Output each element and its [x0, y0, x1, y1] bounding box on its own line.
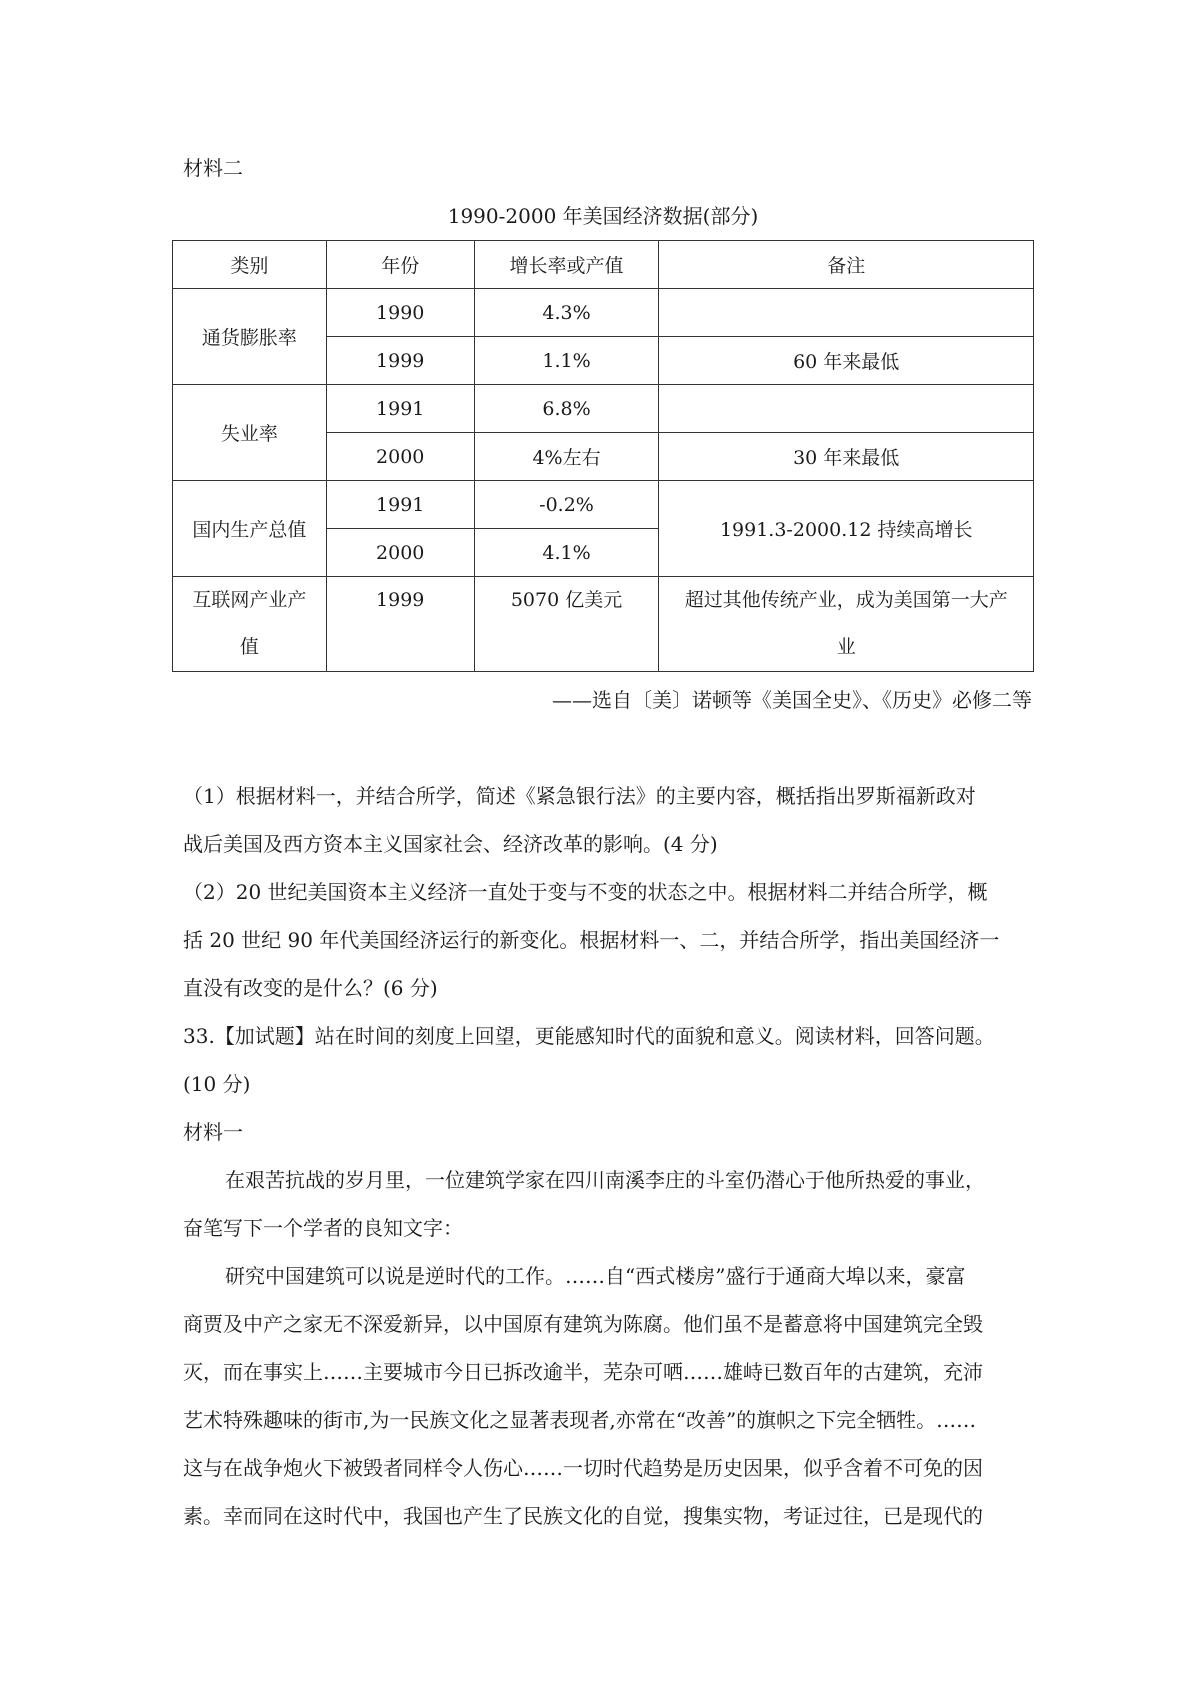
table-header-row — [173, 241, 1034, 289]
note-cell — [659, 577, 1034, 672]
category-line: 互联网产业产 — [192, 589, 307, 611]
table-row — [173, 289, 1034, 337]
year-cell: 1991 — [326, 481, 474, 529]
passage-line: 研究中国建筑可以说是逆时代的工作。……自“西式楼房”盛行于通商大埠以来，豪富 — [225, 1264, 966, 1288]
table-caption: 1990-2000 年美国经济数据(部分) — [447, 204, 759, 228]
category-cell: 通货膨胀率 — [173, 289, 327, 385]
question-2-line: 直没有改变的是什么？(6 分) — [183, 976, 438, 1000]
passage-line: 奋笔写下一个学者的良知文字： — [183, 1216, 463, 1240]
question-33-line: 33.【加试题】站在时间的刻度上回望，更能感知时代的面貌和意义。阅读材料，回答问题。 — [183, 1024, 995, 1048]
note-line: 超过其他传统产业，成为美国第一大产 — [684, 589, 1008, 611]
table-row — [173, 577, 1034, 672]
passage-line: 素。幸而同在这时代中，我国也产生了民族文化的自觉，搜集实物，考证过往，已是现代的 — [183, 1504, 983, 1528]
note-cell: 60 年来最低 — [659, 337, 1034, 385]
value-cell: 4.3% — [474, 289, 659, 337]
year-cell: 2000 — [326, 529, 474, 577]
question-1-line: 战后美国及西方资本主义国家社会、经济改革的影响。(4 分) — [183, 832, 718, 856]
value-text: 5070 亿美元 — [510, 589, 623, 611]
year-cell: 1990 — [326, 289, 474, 337]
passage-line: 这与在战争炮火下被毁者同样令人伤心……一切时代趋势是历史因果，似乎含着不可免的因 — [183, 1456, 983, 1480]
value-cell: 1.1% — [474, 337, 659, 385]
category-cell: 失业率 — [173, 385, 327, 481]
year-cell: 1991 — [326, 385, 474, 433]
question-33-line: (10 分) — [183, 1072, 251, 1096]
passage-line: 在艰苦抗战的岁月里，一位建筑学家在四川南溪李庄的斗室仍潜心于他所热爱的事业， — [225, 1168, 985, 1192]
note-cell — [659, 289, 1034, 337]
year-cell: 2000 — [326, 433, 474, 481]
year-cell — [326, 577, 474, 672]
question-1-line: （1）根据材料一，并结合所学，简述《紧急银行法》的主要内容，概括指出罗斯福新政对 — [183, 784, 976, 808]
passage-line: 商贾及中产之家无不深爱新异，以中国原有建筑为陈腐。他们虽不是蓄意将中国建筑完全毁 — [183, 1312, 983, 1336]
material-two-label: 材料二 — [183, 156, 243, 180]
category-cell — [173, 577, 327, 672]
value-cell: 6.8% — [474, 385, 659, 433]
note-cell: 1991.3-2000.12 持续高增长 — [659, 481, 1034, 577]
question-2-line: （2）20 世纪美国资本主义经济一直处于变与不变的状态之中。根据材料二并结合所学，概 — [183, 880, 988, 904]
header-year: 年份 — [326, 241, 474, 289]
passage-line: 灭，而在事实上……主要城市今日已拆改逾半，芜杂可哂……雄峙已数百年的古建筑，充沛 — [183, 1360, 983, 1384]
table-row — [173, 385, 1034, 433]
category-cell: 国内生产总值 — [173, 481, 327, 577]
year-cell: 1999 — [326, 337, 474, 385]
category-line: 值 — [239, 636, 259, 658]
material-one-label: 材料一 — [183, 1120, 243, 1144]
value-cell: 4%左右 — [474, 433, 659, 481]
year-text: 1999 — [376, 589, 425, 611]
header-note: 备注 — [659, 241, 1034, 289]
table-source: ——选自〔美〕诺顿等《美国全史》、《历史》必修二等 — [552, 688, 1032, 712]
value-cell: 4.1% — [474, 529, 659, 577]
header-category: 类别 — [173, 241, 327, 289]
table-row — [173, 481, 1034, 529]
value-cell — [474, 577, 659, 672]
note-cell: 30 年来最低 — [659, 433, 1034, 481]
header-value: 增长率或产值 — [474, 241, 659, 289]
note-cell — [659, 385, 1034, 433]
note-line: 业 — [836, 636, 856, 658]
economic-data-table — [172, 240, 1034, 672]
passage-line: 艺术特殊趣味的街市,为一民族文化之显著表现者,亦常在“改善”的旗帜之下完全牺牲。…… — [183, 1408, 977, 1432]
value-cell: -0.2% — [474, 481, 659, 529]
question-2-line: 括 20 世纪 90 年代美国经济运行的新变化。根据材料一、二，并结合所学，指出美国经济一 — [183, 928, 1000, 952]
